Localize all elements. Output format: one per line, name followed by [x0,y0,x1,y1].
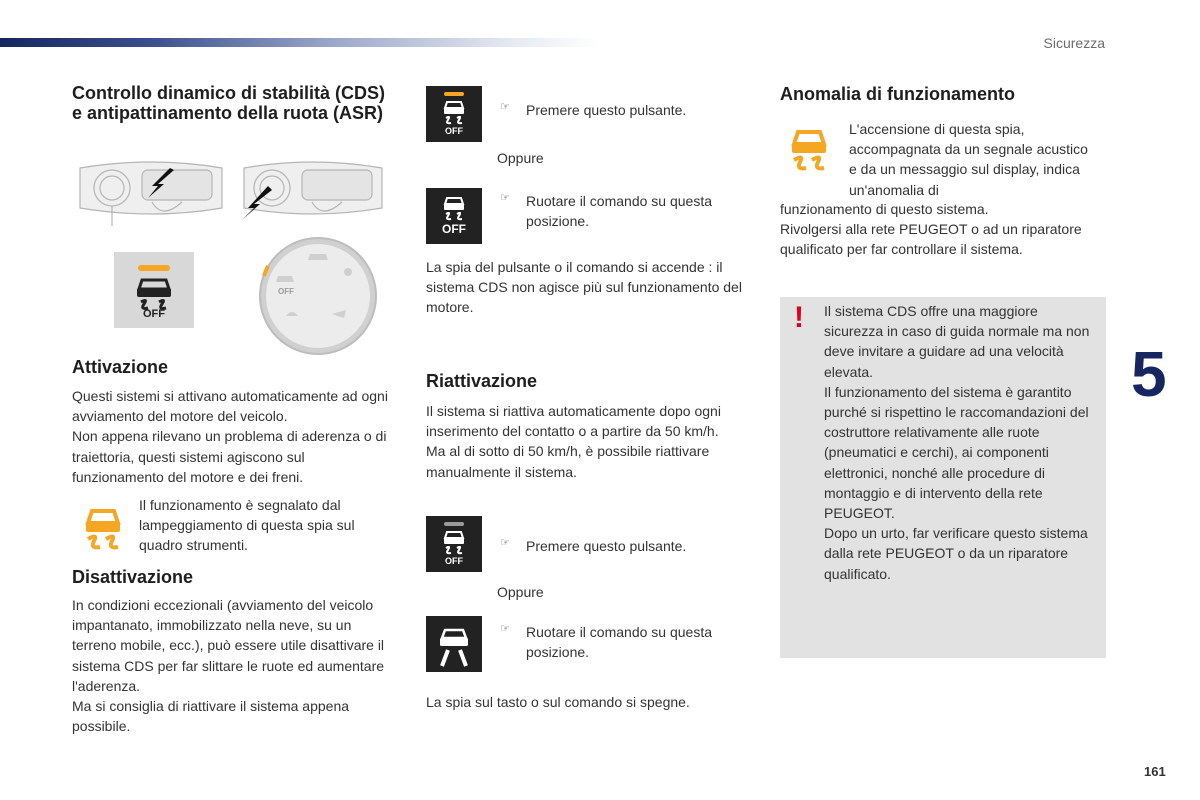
svg-text:OFF: OFF [278,287,294,296]
deactivation-text: In condizioni eccezionali (avviamento del veicolo impantanato, immobilizzato nella neve, su un terreno mobile, ecc.), può essere utile disattivare il sistema CDS per far slittare le ruote ed aumentare l'aderenza. Ma si consiglia di riattivare il sistema appena possibile. [72,597,385,735]
rotary-control-illustration [258,236,378,356]
cds-off-button-unlit-icon [426,516,482,572]
cds-warning-lamp-icon [80,505,126,551]
deactivation-heading: Disattivazione [72,567,194,587]
off-label: OFF [143,308,165,320]
pointing-hand-icon: ☞ [500,623,510,635]
step-text: Ruotare il comando su questa posizione. [526,193,712,230]
chapter-number: 5 [1131,338,1167,410]
exclamation-icon: ! [794,301,804,334]
page-title: Controllo dinamico di stabilità (CDS) e antipattinamento della ruota (ASR) [72,83,386,123]
cds-off-button-lit-icon [426,86,482,142]
activation-text: Questi sistemi si attivano automaticamente ad ogni avviamento del motore del veicolo. Non appena rilevano un problema di aderenza o di traiettoria, questi sistemi agiscono sul funzionamento del motore e dei freni. [72,388,388,485]
cds-warning-lamp-icon [786,126,832,172]
page-number: 161 [1144,764,1166,779]
or-label: Oppure [497,150,544,166]
malfunction-text-2: funzionamento di questo sistema. Rivolgersi alla rete PEUGEOT o ad un riparatore qualificato per far controllare il sistema. [780,201,1082,258]
step-press-button [500,100,750,120]
cds-off-button-illustration [114,252,194,328]
step-rotate-control [500,191,750,231]
step-text: Premere questo pulsante. [526,102,687,118]
safety-notice-text: Il sistema CDS offre una maggiore sicurezza in caso di guida normale ma non deve invitare a guidare ad una velocità elevata. Il funzionamento del sistema è garantito purché si rispettino le raccomandazioni del costruttore relativamente alle ruote (pneumatici e cerchi), ai componenti elettronici, nonché alle procedure di montaggio e di intervento della rete PEUGEOT. Dopo un urto, far verificare questo sistema dalla rete PEUGEOT o da un riparatore qualificato. [824,303,1090,582]
dashboard-illustration [72,158,390,230]
reactivation-heading: Riattivazione [426,371,538,391]
malfunction-text-1: L'accensione di questa spia, accompagnata da un segnale acustico e da un messaggio sul display, indica un'anomalia di [849,121,1088,198]
step-text: Ruotare il comando su questa posizione. [526,624,712,661]
pointing-hand-icon: ☞ [500,192,510,204]
lamp-off-text: La spia sul tasto o sul comando si spegne. [426,694,690,710]
cds-off-knob-position-icon [426,188,482,244]
normal-road-position-icon [426,616,482,672]
off-label: OFF [445,556,463,566]
off-label: OFF [445,126,463,136]
off-label: OFF [442,222,466,236]
or-label-2: Oppure [497,584,544,600]
step-rotate-control-2 [500,622,750,662]
step-text: Premere questo pulsante. [526,538,687,554]
activation-warning-text: Il funzionamento è segnalato dal lampeggiamento di questa spia sul quadro strumenti. [139,497,355,554]
activation-heading: Attivazione [72,357,169,377]
lamp-on-text: La spia del pulsante o il comando si accende : il sistema CDS non agisce più sul funzionamento del motore. [426,259,742,316]
safety-notice-box [780,297,1106,658]
pointing-hand-icon: ☞ [500,101,510,113]
pointing-hand-icon: ☞ [500,537,510,549]
header-gradient-bar [0,38,600,47]
step-press-button-2 [500,536,750,556]
section-title: Sicurezza [1043,35,1105,51]
malfunction-heading: Anomalia di funzionamento [780,84,1016,104]
reactivation-text: Il sistema si riattiva automaticamente dopo ogni inserimento del contatto o a partire da 50 km/h. Ma al di sotto di 50 km/h, è possibile riattivare manualmente il sistema. [426,403,721,480]
